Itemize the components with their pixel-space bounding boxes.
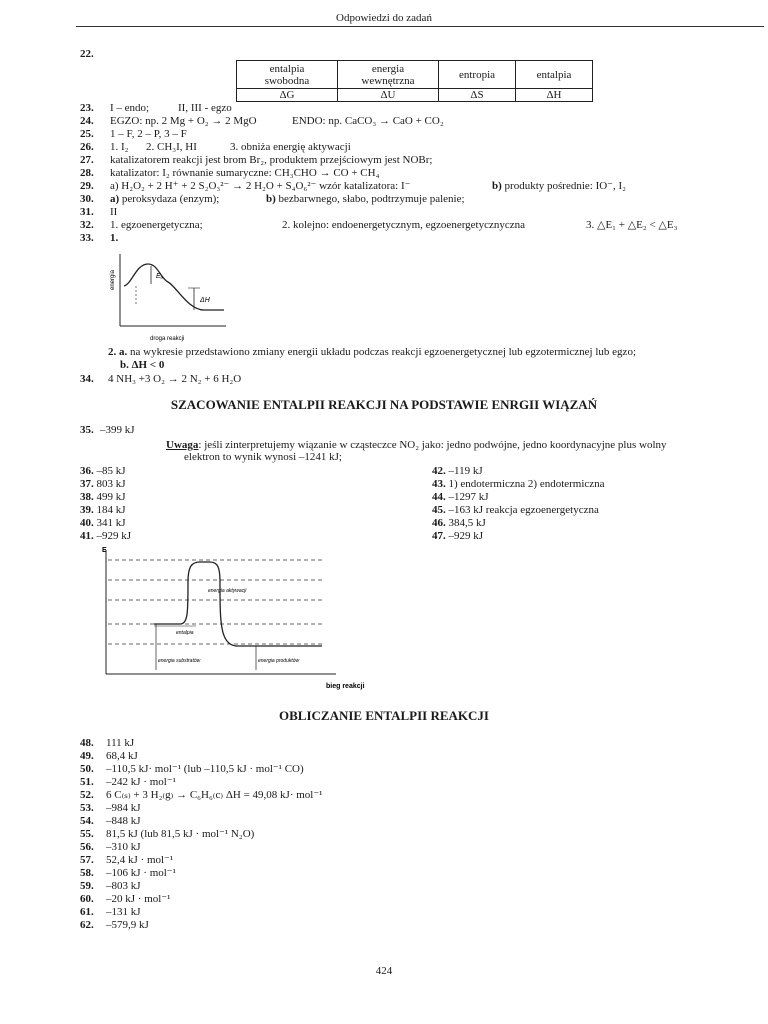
- page-number: 424: [375, 965, 393, 977]
- item-text: 68,4 kJ: [106, 750, 138, 762]
- q27-text: katalizatorem reakcji jest brom Br₂, produktem przejściowym jest NOBr;: [110, 154, 433, 166]
- q33-part1: 1.: [110, 232, 119, 244]
- q31-text: II: [110, 206, 118, 218]
- list-item: [432, 491, 489, 503]
- q29-number: 29.: [80, 180, 94, 192]
- q30-b-text: bezbarwnego, słabo, podtrzymuje palenie;: [275, 193, 465, 205]
- x-axis-label: bieg reakcji: [326, 683, 365, 690]
- section-title-enthalpy-calc: OBLICZANIE ENTALPII REAKCJI: [279, 708, 489, 723]
- dh-label: ΔH: [200, 297, 210, 304]
- list-item: [80, 465, 126, 477]
- item-text: –310 kJ: [106, 841, 141, 853]
- q33-part2a-text: na wykresie przedstawiono zmiany energii układu podczas reakcji egzoenergetycznej lub egzotermicznej lub egzo;: [127, 346, 636, 358]
- item-number: 51.: [80, 776, 94, 788]
- q34-text: 4 NH₃ +3 O₂ → 2 N₂ + 6 H₂O: [108, 373, 242, 385]
- q25-number: 25.: [80, 128, 94, 140]
- q35-note-line1: [166, 439, 667, 451]
- q35-note-line2: elektron to wynik wynosi –1241 kJ;: [184, 451, 342, 463]
- item-number: 45.: [432, 504, 446, 516]
- list-item: [432, 478, 605, 490]
- item-text: 6 C₍ₛ₎ + 3 H₂₍g₎ → C₆H₆₍c₎ ΔH = 49,08 kJ· mol⁻¹: [106, 789, 323, 801]
- item-text: 81,5 kJ (lub 81,5 kJ · mol⁻¹ N₂O): [106, 828, 255, 840]
- item-number: 56.: [80, 841, 94, 853]
- item-number: 57.: [80, 854, 94, 866]
- cell-dH: ΔH: [516, 89, 593, 102]
- q24-a: EGZO: np. 2 Mg + O₂ → 2 MgO: [110, 115, 257, 127]
- q24-b: ENDO: np. CaCO₃ → CaO + CO₂: [292, 115, 444, 127]
- products-label: energia produktów: [258, 658, 300, 664]
- list-item: [432, 517, 486, 529]
- q35-text: –399 kJ: [100, 424, 135, 436]
- item-text: 499 kJ: [96, 491, 126, 503]
- q23-b: II, III - egzo: [178, 102, 232, 114]
- item-number: 40.: [80, 517, 94, 529]
- item-number: 53.: [80, 802, 94, 814]
- cell-text: swobodna: [264, 74, 310, 87]
- q27-number: 27.: [80, 154, 94, 166]
- y-axis-label: E: [102, 547, 107, 554]
- level-lines: [108, 560, 322, 644]
- item-number: 37.: [80, 478, 94, 490]
- q32-c: 3. △E₁ + △E₂ < △E₃: [586, 219, 678, 231]
- item-number: 48.: [80, 737, 94, 749]
- item-number: 43.: [432, 478, 446, 490]
- running-head: Odpowiedzi do zadań: [336, 12, 432, 24]
- list-item: [432, 530, 483, 542]
- q29-b-text: produkty pośrednie: IO⁻, I₂: [501, 180, 626, 192]
- item-number: 58.: [80, 867, 94, 879]
- item-text: –119 kJ: [448, 465, 483, 477]
- list-item: [80, 517, 126, 529]
- energy-profile-diagram: [108, 250, 238, 346]
- q29-b: [492, 180, 626, 192]
- y-axis-label: energia: [110, 269, 116, 290]
- item-number: 50.: [80, 763, 94, 775]
- q31-number: 31.: [80, 206, 94, 218]
- q32-number: 32.: [80, 219, 94, 231]
- q24-number: 24.: [80, 115, 94, 127]
- list-item: [80, 530, 131, 542]
- cell-text: energia: [371, 62, 405, 75]
- item-text: –848 kJ: [106, 815, 141, 827]
- q32-b: 2. kolejno: endoenergetycznym, egzoenergetycznyczna: [282, 219, 526, 231]
- item-text: 341 kJ: [96, 517, 126, 529]
- list-item: [80, 478, 126, 490]
- item-number: 54.: [80, 815, 94, 827]
- cell-dU: ΔU: [338, 89, 439, 102]
- q30-b-label: b): [266, 193, 276, 205]
- enthalpy-level-diagram: [96, 542, 386, 692]
- q26-b: 2. CH₃I, HI: [146, 141, 197, 153]
- item-text: 52,4 kJ · mol⁻¹: [106, 854, 174, 866]
- list-item: [80, 491, 126, 503]
- list-item: [80, 504, 126, 516]
- substrates-label: energia substratów: [158, 658, 201, 664]
- activation-label: energia aktywacji: [208, 588, 247, 594]
- item-text: –579,9 kJ: [106, 919, 149, 931]
- list-item: [432, 465, 483, 477]
- item-number: 60.: [80, 893, 94, 905]
- q32-a: 1. egzoenergetyczna;: [110, 219, 203, 231]
- item-number: 41.: [80, 530, 94, 542]
- cell-enthalpy: entalpia: [516, 61, 593, 89]
- item-number: 62.: [80, 919, 94, 931]
- q30-a: [110, 193, 219, 205]
- q30-b: [266, 193, 465, 205]
- cell-internal-energy: [338, 61, 439, 89]
- thermo-functions-table: [236, 60, 593, 102]
- q33-part2a: [108, 346, 636, 358]
- cell-text: wewnętrzna: [361, 74, 415, 87]
- cell-dG: ΔG: [237, 89, 338, 102]
- q26-number: 26.: [80, 141, 94, 153]
- q35-number: 35.: [80, 424, 94, 436]
- item-number: 47.: [432, 530, 446, 542]
- item-text: –1297 kJ: [448, 491, 489, 503]
- section-title-bond-energies: SZACOWANIE ENTALPII REAKCJI NA PODSTAWIE ENRGII WIĄZAŃ: [170, 397, 598, 412]
- item-number: 59.: [80, 880, 94, 892]
- q30-a-text: peroksydaza (enzym);: [119, 193, 220, 205]
- q23-number: 23.: [80, 102, 94, 114]
- item-number: 61.: [80, 906, 94, 918]
- q33-number: 33.: [80, 232, 94, 244]
- item-text: –163 kJ reakcja egzoenergetyczna: [448, 504, 599, 516]
- item-number: 46.: [432, 517, 446, 529]
- q28-text: katalizator: I₂ równanie sumaryczne: CH₃CHO → CO + CH₄: [110, 167, 380, 179]
- item-text: 1) endotermiczna 2) endotermiczna: [448, 478, 605, 490]
- item-text: –20 kJ · mol⁻¹: [106, 893, 171, 905]
- q26-a: 1. I₂: [110, 141, 129, 153]
- q34-number: 34.: [80, 373, 94, 385]
- item-text: 803 kJ: [96, 478, 126, 490]
- item-number: 38.: [80, 491, 94, 503]
- item-number: 52.: [80, 789, 94, 801]
- item-text: –106 kJ · mol⁻¹: [106, 867, 176, 879]
- list-item: [432, 504, 599, 516]
- item-text: 384,5 kJ: [448, 517, 486, 529]
- cell-free-enthalpy: [237, 61, 338, 89]
- item-text: –984 kJ: [106, 802, 141, 814]
- item-text: –803 kJ: [106, 880, 141, 892]
- cell-text: entalpia: [269, 62, 305, 75]
- item-number: 39.: [80, 504, 94, 516]
- cell-entropy: entropia: [439, 61, 516, 89]
- header-rule: [76, 26, 764, 27]
- q33-part2b: b. ΔH < 0: [120, 359, 165, 371]
- note-label: Uwaga: [166, 439, 199, 451]
- x-axis-label: droga reakcji: [150, 336, 185, 342]
- item-text: –242 kJ · mol⁻¹: [106, 776, 176, 788]
- item-number: 44.: [432, 491, 446, 503]
- ea-label: Eₐ: [156, 273, 164, 280]
- q28-number: 28.: [80, 167, 94, 179]
- item-text: –110,5 kJ· mol⁻¹ (lub –110,5 kJ · mol⁻¹ CO): [106, 763, 304, 775]
- item-text: 184 kJ: [96, 504, 126, 516]
- cell-dS: ΔS: [439, 89, 516, 102]
- q23-a: I – endo;: [110, 102, 150, 114]
- q29-b-label: b): [492, 180, 502, 192]
- q26-c: 3. obniża energię aktywacji: [230, 141, 351, 153]
- q30-a-label: a): [110, 193, 120, 205]
- q25-text: 1 – F, 2 – P, 3 – F: [110, 128, 187, 140]
- q22-number: 22.: [80, 48, 94, 60]
- item-text: –929 kJ: [96, 530, 132, 542]
- q29-a: a) H₂O₂ + 2 H⁺ + 2 S₂O₃²⁻ → 2 H₂O + S₄O₆²⁻ wzór katalizatora: I⁻: [110, 180, 411, 192]
- item-text: –131 kJ: [106, 906, 141, 918]
- item-text: –929 kJ: [448, 530, 484, 542]
- item-number: 42.: [432, 465, 446, 477]
- item-text: –85 kJ: [96, 465, 126, 477]
- q33-part2a-label: 2. a.: [108, 346, 128, 358]
- item-number: 55.: [80, 828, 94, 840]
- item-text: 111 kJ: [106, 737, 135, 749]
- enthalpy-label: entalpia: [176, 630, 194, 636]
- q30-number: 30.: [80, 193, 94, 205]
- note-text: : jeśli zinterpretujemy wiązanie w cząsteczce NO₂ jako: jedno podwójne, jedno koordynacyjne plus wolny: [198, 439, 667, 451]
- item-number: 36.: [80, 465, 94, 477]
- item-number: 49.: [80, 750, 94, 762]
